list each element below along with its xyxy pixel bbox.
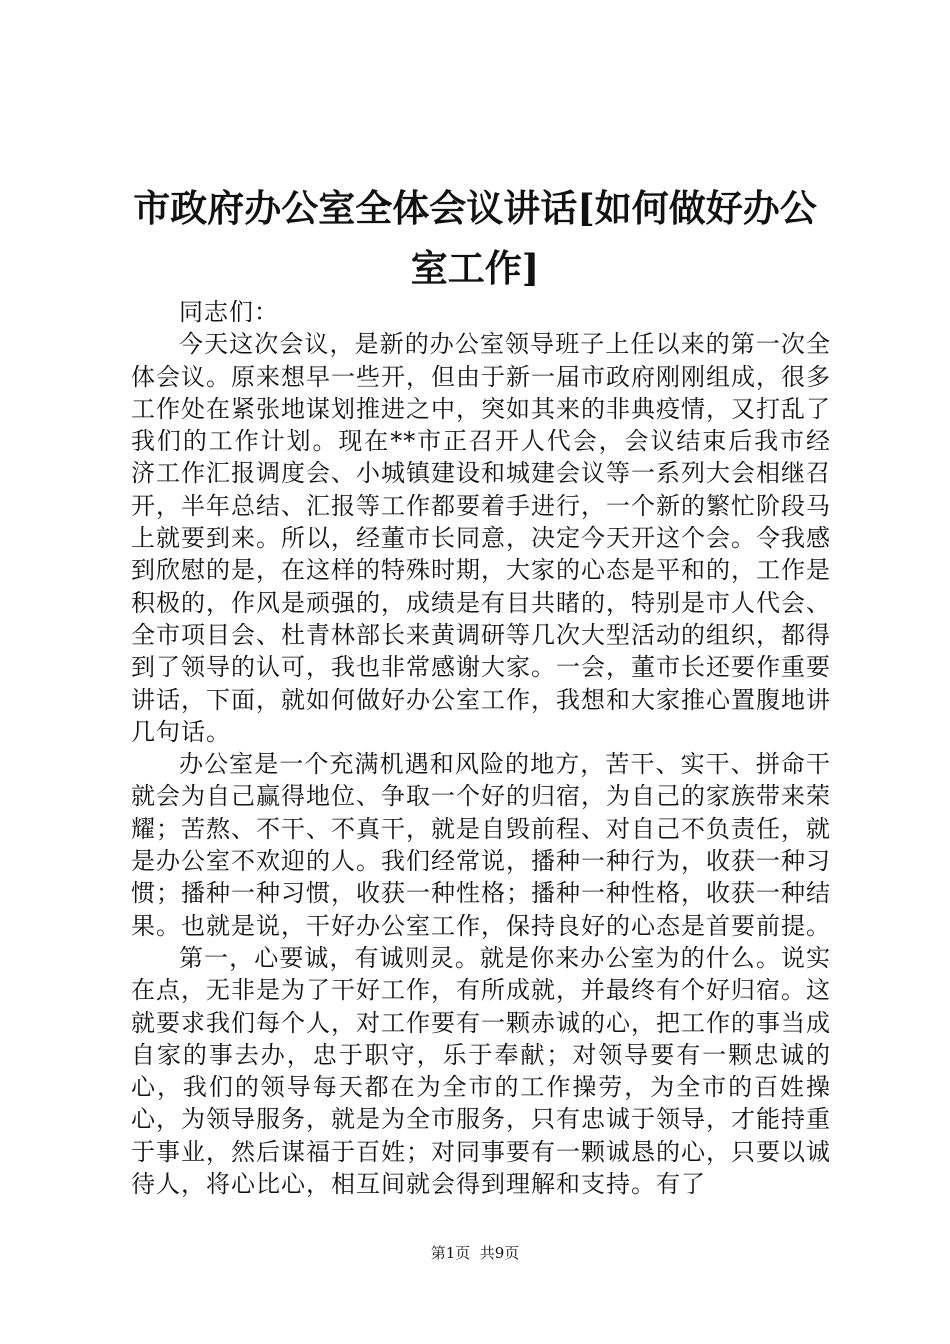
document-title: 市政府办公室全体会议讲话[如何做好办公室工作] bbox=[133, 186, 817, 290]
page-footer bbox=[0, 1243, 950, 1263]
paragraph-2: 办公室是一个充满机遇和风险的地方，苦干、实干、拼命干就会为自己赢得地位、争取一个好的归宿，为自己的家族带来荣耀；苦熬、不干、不真干，就是自毁前程、对自己不负责任，就是办公室不欢迎的人。我们经常说，播种一种行为，收获一种习惯；播种一种习惯，收获一种性格；播种一种性格，收获一种结果。也就是说，干好办公室工作，保持良好的心态是首要前提。 bbox=[131, 750, 831, 940]
salutation: 同志们： bbox=[179, 298, 279, 326]
paragraph-1: 今天这次会议，是新的办公室领导班子上任以来的第一次全体会议。原来想早一些开，但由于新一届市政府刚刚组成，很多工作处在紧张地谋划推进之中，突如其来的非典疫情，又打乱了我们的工作计划。现在**市正召开人代会，会议结束后我市经济工作汇报调度会、小城镇建设和城建会议等一系列大会相继召开，半年总结、汇报等工作都要着手进行，一个新的繁忙阶段马上就要到来。所以，经董市长同意，决定今天开这个会。令我感到欣慰的是，在这样的特殊时期，大家的心态是平和的，工作是积极的，作风是顽强的，成绩是有目共睹的，特别是市人代会、全市项目会、杜青林部长来黄调研等几次大型活动的组织，都得到了领导的认可，我也非常感谢大家。一会，董市长还要作重要讲话，下面，就如何做好办公室工作，我想和大家推心置腹地讲几句话。 bbox=[131, 330, 831, 746]
document-body bbox=[131, 296, 831, 1200]
page-number-indicator: 第1页 共9页 bbox=[430, 1244, 520, 1262]
paragraph-3: 第一，心要诚，有诚则灵。就是你来办公室为的什么。说实在点，无非是为了干好工作，有所成就，并最终有个好归宿。这就要求我们每个人，对工作要有一颗赤诚的心，把工作的事当成自家的事去办，忠于职守，乐于奉献；对领导要有一颗忠诚的心，我们的领导每天都在为全市的工作操劳，为全市的百姓操心，为领导服务，就是为全市服务，只有忠诚于领导，才能持重于事业，然后谋福于百姓；对同事要有一颗诚恳的心，只要以诚待人，将心比心，相互间就会得到理解和支持。有了 bbox=[131, 943, 831, 1199]
